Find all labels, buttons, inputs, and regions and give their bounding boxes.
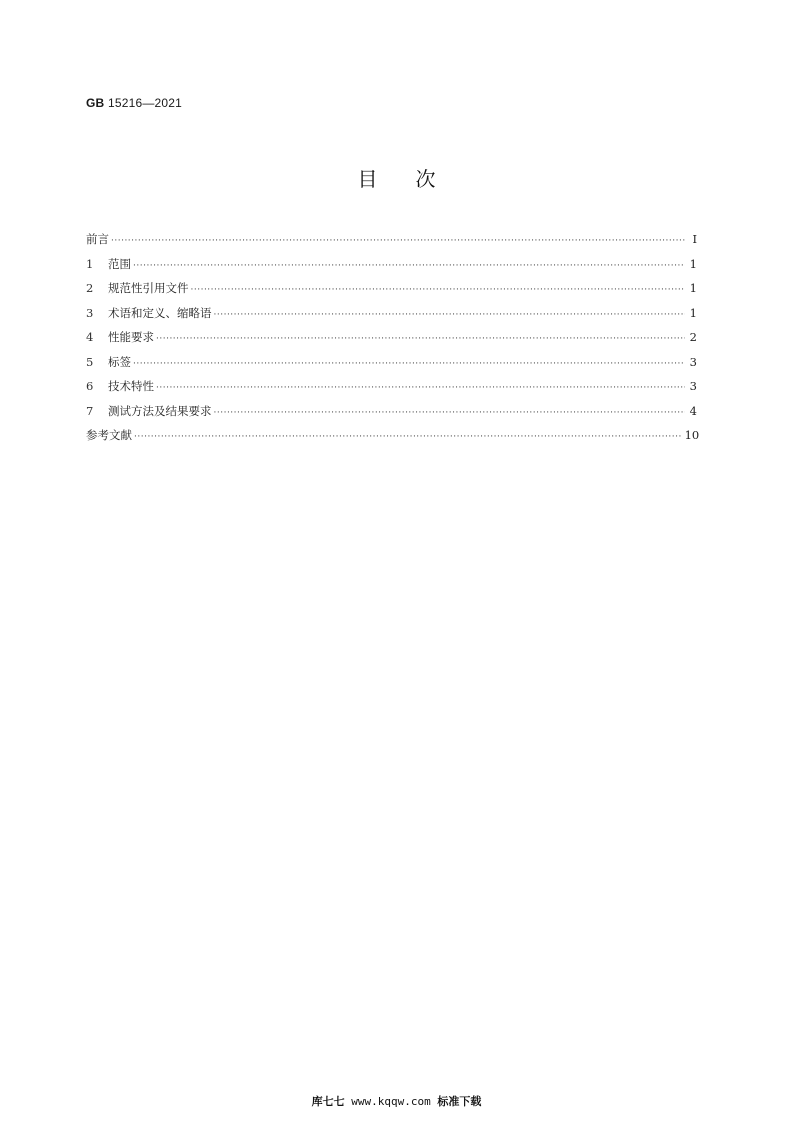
footer-url[interactable]: www.kqqw.com <box>351 1095 431 1108</box>
toc-item-number: 7 <box>86 403 94 418</box>
toc-item-page: 3 <box>689 379 697 393</box>
toc-item-terms-definitions[interactable] <box>86 303 697 328</box>
toc-item-label: 术语和定义、缩略语 <box>108 305 212 320</box>
toc-item-label: 标签 <box>108 354 131 369</box>
table-of-contents <box>86 229 700 450</box>
toc-item-number: 1 <box>86 256 94 271</box>
footer-site-name: 库七七 <box>311 1095 345 1108</box>
toc-item-number: 5 <box>86 354 94 369</box>
toc-leader-dots <box>156 329 685 349</box>
toc-item-label: 技术特性 <box>108 379 154 393</box>
toc-item-test-methods[interactable] <box>86 401 697 426</box>
toc-leader-dots <box>191 280 686 300</box>
toc-item-scope[interactable] <box>86 254 697 279</box>
toc-item-technical-characteristics[interactable] <box>86 376 697 401</box>
toc-item-labelling[interactable] <box>86 352 697 377</box>
toc-leader-dots <box>214 403 686 423</box>
toc-leader-dots <box>133 256 685 276</box>
toc-item-foreword[interactable] <box>86 229 697 254</box>
standard-prefix: GB <box>86 96 105 110</box>
toc-item-label: 规范性引用文件 <box>108 281 189 295</box>
toc-item-page: 1 <box>689 305 697 320</box>
toc-item-page: 10 <box>684 428 700 442</box>
toc-item-number: 2 <box>86 281 94 295</box>
toc-item-label: 测试方法及结果要求 <box>108 403 212 418</box>
toc-leader-dots <box>214 305 686 325</box>
standard-number: 15216—2021 <box>107 96 183 110</box>
toc-leader-dots <box>111 231 685 251</box>
toc-item-number: 4 <box>86 330 94 344</box>
toc-leader-dots <box>134 427 681 447</box>
toc-item-page: 2 <box>689 330 697 344</box>
page-title: 目次 <box>357 167 474 191</box>
toc-item-page: 3 <box>689 354 697 369</box>
toc-item-label: 范围 <box>108 256 131 271</box>
footer-download-label: 标准下载 <box>437 1095 482 1108</box>
toc-item-number: 3 <box>86 305 94 320</box>
toc-item-performance-requirements[interactable] <box>86 327 697 352</box>
toc-item-page: Ⅰ <box>692 232 697 246</box>
toc-item-label: 参考文献 <box>86 428 132 442</box>
toc-item-normative-references[interactable] <box>86 278 697 303</box>
toc-item-number: 6 <box>86 379 94 393</box>
toc-item-page: 4 <box>689 403 697 418</box>
toc-leader-dots <box>156 378 685 398</box>
toc-item-label: 性能要求 <box>108 330 154 344</box>
toc-item-label: 前言 <box>86 232 109 246</box>
toc-item-page: 1 <box>689 281 697 295</box>
toc-leader-dots <box>133 354 685 374</box>
toc-item-bibliography[interactable] <box>86 425 700 450</box>
footer-watermark <box>0 1093 793 1109</box>
standard-code <box>86 96 182 110</box>
toc-item-page: 1 <box>689 256 697 271</box>
